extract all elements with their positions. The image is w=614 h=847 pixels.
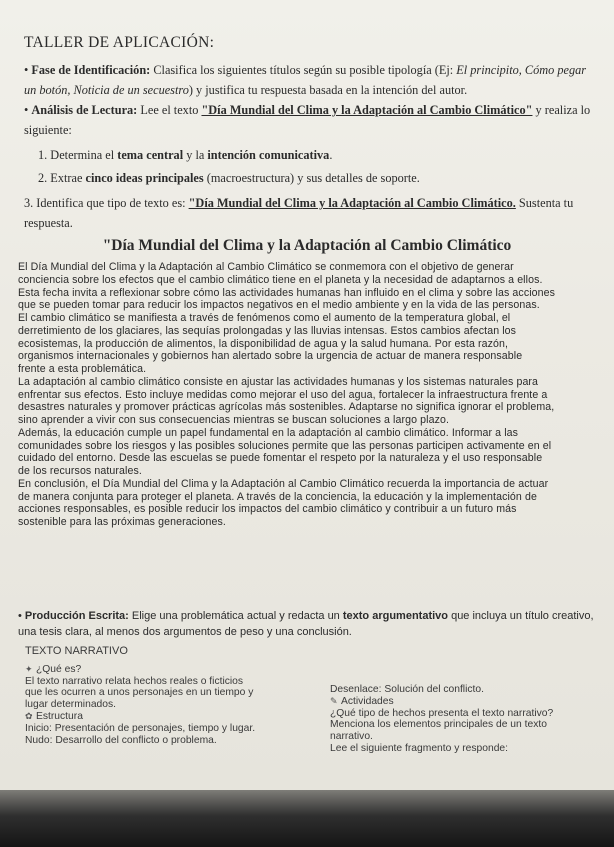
reading-line: de los recursos naturales. (18, 465, 142, 477)
pencil-icon: ✎ (330, 695, 338, 706)
reading-line: enfrentar sus efectos. Esto incluye medidas como mejorar el uso del agua, fortalecer la infraestructura frente a (18, 388, 548, 401)
list-item (24, 193, 599, 233)
reading-line: conciencia sobre los efectos que el cambio climático tiene en el planeta y la necesidad de adaptarnos a ellos. (18, 273, 543, 286)
activity-line: narrativo. (330, 731, 373, 743)
activity-question: ¿Qué tipo de hechos presenta el texto narrativo? (330, 707, 554, 719)
reading-line: El cambio climático se manifiesta a través de fenómenos como el aumento de la temperatura global, el (18, 312, 511, 324)
item-number: 1. (38, 148, 48, 162)
activity-line: Menciona los elementos principales de un texto (330, 719, 547, 731)
definition-line: lugar determinados. (25, 699, 117, 711)
page-title: TALLER DE APLICACIÓN: (24, 34, 215, 51)
reading-line: acciones responsables, es posible reducir los impactos del cambio climático y contribuir a un futuro más (18, 503, 517, 516)
item-text: Extrae (47, 171, 86, 185)
reading-line: El Día Mundial del Clima y la Adaptación al Cambio Climático se conmemora con el objetivo de generar (18, 261, 514, 273)
reading-title: "Día Mundial del Clima y la Adaptación al Cambio Climático (102, 237, 512, 254)
reading-line: desastres naturales y promover prácticas agrícolas más sostenibles. Adaptarse no significa ignorar el problema, (18, 401, 555, 414)
reading-line: Además, la educación cumple un papel fundamental en la adaptación al cambio climático. Informar a las (18, 426, 519, 439)
reading-line: cuidado del entorno. Desde las escuelas se puede fomentar el respeto por la naturaleza y el uso responsable (18, 452, 543, 465)
reading-line: ecosistemas, la producción de alimentos, la disponibilidad de agua y la salud humana. Por esta razón, (18, 337, 509, 350)
narrative-card-right (330, 684, 600, 755)
item-number: 2. (38, 171, 48, 185)
item-keyword: intención comunicativa (207, 148, 330, 162)
reading-body (18, 261, 606, 529)
phase-label: Análisis de Lectura: (31, 103, 138, 117)
item-keyword: tema central (117, 148, 184, 162)
reading-line: comunidades sobre los riesgos y las posibles soluciones permite que las personas participen activamente en el (18, 439, 552, 452)
phase-label: Fase de Identificación: (31, 63, 151, 77)
item-number: 3. (24, 196, 34, 210)
task-text: que incluya un título creativo, una tesis clara, al menos dos argumentos de peso y una conclusión. (18, 610, 594, 638)
structure-desenlace: Desenlace: Solución del conflicto. (330, 684, 484, 695)
item-text: Identifica que tipo de texto es: (33, 196, 189, 210)
reading-line: que se pueden tomar para reducir los impactos negativos en el medio ambiente y en la vida de las personas. (18, 299, 540, 312)
question-label: ¿Qué es? (36, 663, 82, 675)
structure-nudo: Nudo: Desarrollo del conflicto o problema. (25, 734, 217, 746)
activities-label: Actividades (341, 695, 394, 707)
item-text: (macroestructura) y sus detalles de soporte. (203, 171, 420, 185)
reading-line: La adaptación al cambio climático consiste en ajustar las actividades humanas y los sistemas naturales para (18, 375, 539, 388)
reading-line: derretimiento de los glaciares, las sequías prolongadas y las lluvias intensas. Estos cambios afectan los (18, 324, 517, 337)
reading-title-ref: "Día Mundial del Clima y la Adaptación al Cambio Climático. (188, 196, 516, 210)
phase-text: Clasifica los siguientes títulos según su posible tipología (Ej: (150, 63, 457, 77)
item-text: Determina el (47, 148, 118, 162)
bullet: • (18, 610, 22, 622)
phase-text: Lee el texto (137, 103, 202, 117)
structure-inicio: Inicio: Presentación de personajes, tiempo y lugar. (25, 722, 256, 734)
bullet: • (24, 103, 29, 117)
reading-line: sostenible para las próximas generaciones. (18, 516, 226, 528)
reading-line: organismos internacionales y gobiernos han alertado sobre la urgencia de actuar de manera responsable (18, 350, 523, 363)
definition-line: El texto narrativo relata hechos reales o ficticios (25, 675, 244, 687)
reading-line: de manera conjunta para proteger el planeta. A través de la conciencia, la educación y la implementación de (18, 490, 537, 503)
background-surface (0, 790, 614, 847)
definition-line: que les ocurren a unos personajes en un tiempo y (25, 687, 254, 699)
writing-task (18, 608, 604, 640)
reading-line: En conclusión, el Día Mundial del Clima y la Adaptación al Cambio Climático recuerda la importancia de actuar (18, 477, 549, 490)
task-keyword: texto argumentativo (342, 610, 449, 622)
phase-examples: El principito, Cómo pegar un botón, Noticia de un secuestro (24, 63, 587, 97)
phase-analisis (24, 100, 599, 140)
reading-line: Esta fecha invita a reflexionar sobre cómo las actividades humanas han influido en el clima y sobre las acciones (18, 286, 556, 299)
phase-text: y realiza lo siguiente: (24, 103, 591, 137)
reading-title-ref: "Día Mundial del Clima y la Adaptación al Cambio Climático" (201, 103, 533, 117)
reading-line: sino aprender a vivir con sus consecuencias mientras se buscan soluciones a largo plazo. (18, 414, 450, 426)
task-label: Producción Escrita: (24, 610, 129, 622)
list-item (38, 148, 332, 163)
activity-line: Lee el siguiente fragmento y responde: (330, 742, 509, 754)
bullet: • (24, 63, 29, 77)
item-text: . (329, 148, 333, 162)
phase-text: ) y justifica tu respuesta basada en la intención del autor. (188, 83, 468, 97)
phase-identificacion (24, 60, 599, 100)
item-text: y la (183, 148, 208, 162)
narrative-card-left (25, 646, 325, 746)
task-text: Elige una problemática actual y redacta un (128, 610, 343, 622)
structure-label: Estructura (36, 710, 83, 722)
list-item (38, 171, 420, 186)
item-text: Sustenta tu respuesta. (24, 196, 574, 230)
narrative-heading: TEXTO NARRATIVO (25, 645, 128, 657)
item-keyword: cinco ideas principales (85, 171, 204, 185)
reading-line: frente a esta problemática. (18, 363, 147, 375)
gear-icon: ✿ (25, 710, 33, 721)
pin-icon: ✦ (25, 663, 33, 674)
